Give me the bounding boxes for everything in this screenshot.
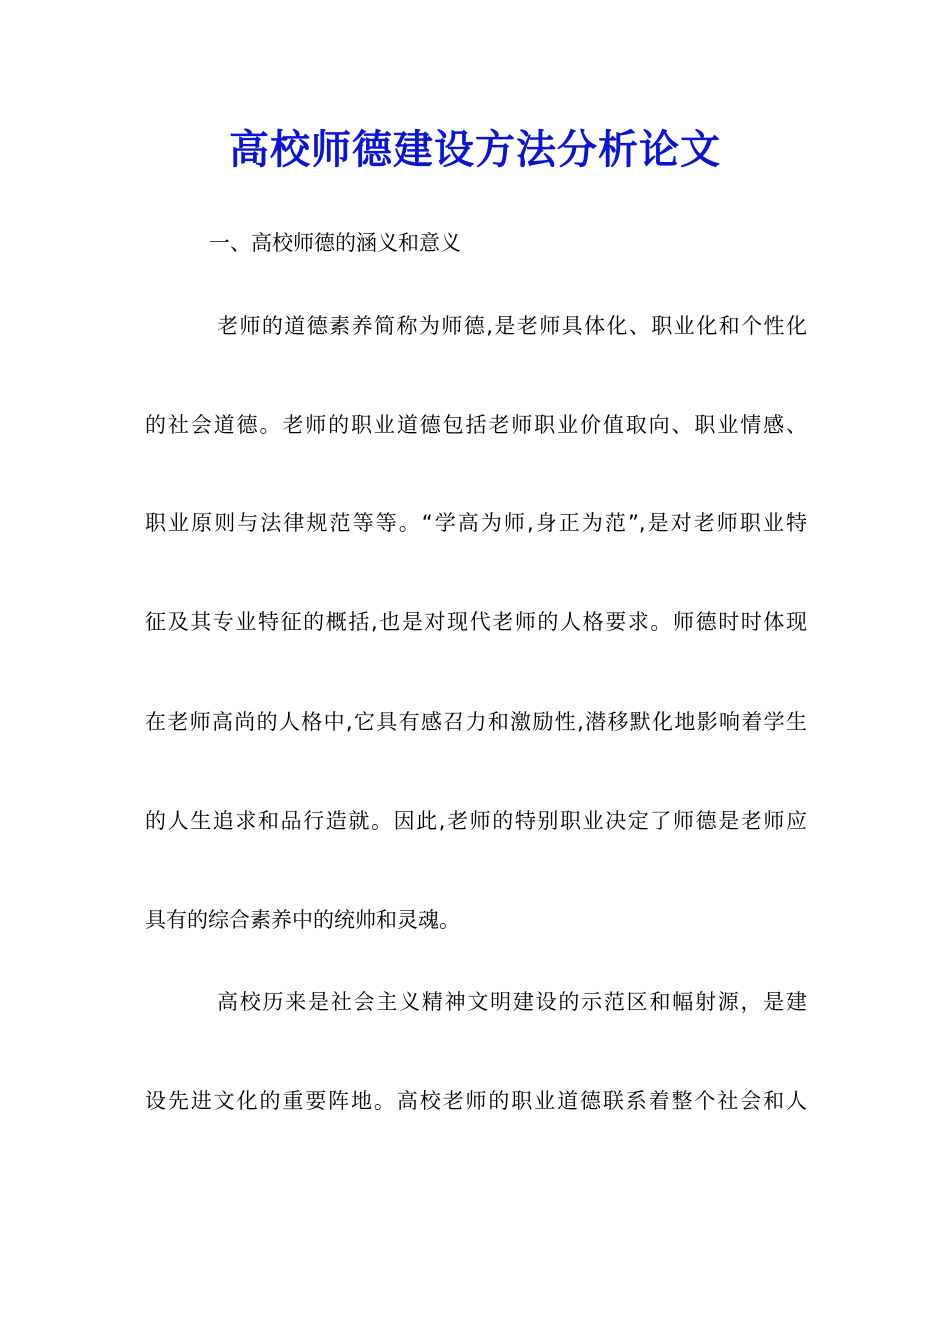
section-heading: 一、高校师德的涵义和意义	[209, 231, 461, 255]
paragraph-line: 在老师高尚的人格中,它具有感召力和激励性,潜移默化地影响着学生	[145, 710, 807, 734]
paragraph-line: 具有的综合素养中的统帅和灵魂。	[145, 908, 460, 932]
document-title: 高校师德建设方法分析论文	[229, 126, 721, 173]
paragraph-line: 的社会道德。老师的职业道德包括老师职业价值取向、职业情感、	[145, 413, 807, 437]
paragraph-line: 老师的道德素养简称为师德,是老师具体化、职业化和个性化	[217, 314, 807, 338]
paragraph-line: 职业原则与法律规范等等。“学高为师,身正为范”,是对老师职业特	[145, 511, 807, 535]
paragraph-line: 高校历来是社会主义精神文明建设的示范区和幅射源，是建	[217, 990, 807, 1014]
paragraph-line: 的人生追求和品行造就。因此,老师的特别职业决定了师德是老师应	[145, 809, 807, 833]
paragraph-line: 征及其专业特征的概括,也是对现代老师的人格要求。师德时时体现	[145, 610, 807, 634]
paragraph-line: 设先进文化的重要阵地。高校老师的职业道德联系着整个社会和人	[145, 1089, 807, 1113]
